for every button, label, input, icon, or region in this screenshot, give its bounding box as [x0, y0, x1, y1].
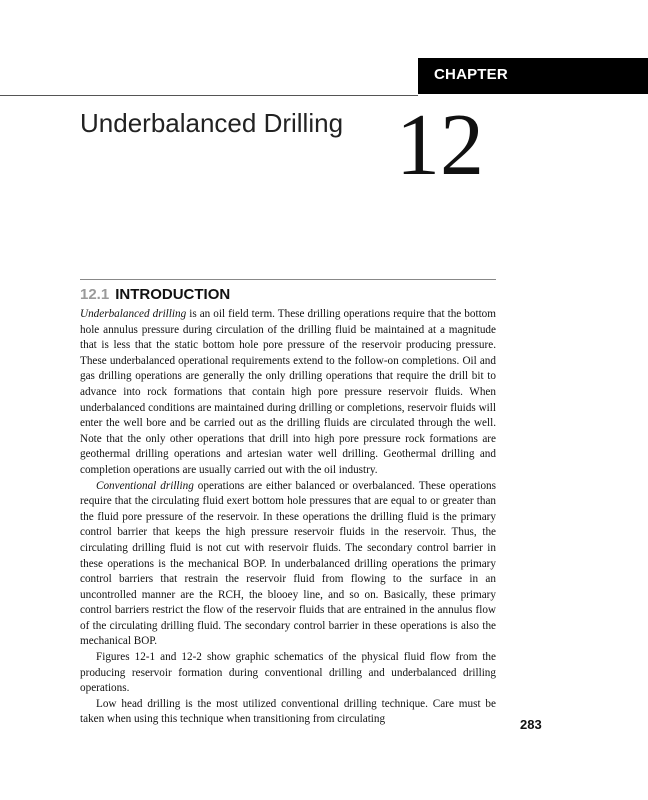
- chapter-label: CHAPTER: [434, 66, 508, 83]
- section-heading: [80, 286, 230, 303]
- chapter-number: 12: [396, 97, 484, 194]
- header-rule: [0, 95, 418, 96]
- term-underbalanced-drilling: Underbalanced drilling: [80, 308, 187, 320]
- paragraph-4: Low head drilling is the most utilized conventional drilling technique. Care must be taken when using this technique when transitioning from circulating: [80, 697, 496, 726]
- section-title: INTRODUCTION: [115, 286, 231, 303]
- page-number: 283: [520, 717, 542, 732]
- term-conventional-drilling: Conventional drilling: [96, 479, 194, 492]
- paragraph-2: [80, 479, 496, 651]
- paragraph-1: [80, 307, 496, 479]
- section-number: 12.1: [80, 286, 110, 303]
- paragraph-2-text: operations are either balanced or overbalanced. These operations require that the circulating fluid exert bottom hole pressures that are equal to or greater than the fluid pore pressure of the reservoir. In these operations the drilling fluid is the primary control barrier that keeps the high pressure reservoir fluids in the reservoir. Thus, the circulating drilling fluid is not cut with reservoir fluids. The secondary control barrier in these operations is the mechanical BOP. In underbalanced drilling operations the primary control barriers that restrain the reservoir fluid from flowing to the surface in an uncontrolled manner are the RCH, the blooey line, and so on. Basically, these primary control barriers restrict the flow of the reservoir fluids that are entrained in the annulus flow of the circulating drilling fluid. The secondary control barrier in these operations is also the mechanical BOP.: [80, 479, 496, 648]
- paragraph-1-text: is an oil field term. These drilling operations require that the bottom hole annulus pressure during circulation of the drilling fluid be maintained at a magnitude that is less that the static bottom hole pore pressure of the reservoir producing pressure. These underbalanced operational requirements extend to the follow-on completions. Oil and gas drilling operations are generally the only drilling operations that require the drill bit to advance into rock formations that contain high pore pressure reservoir fluids. When underbalanced conditions are maintained during drilling or completions, reservoir fluids will enter the well bore and be carried out as the drilling fluids are circulated through the well. Note that the only other operations that drill into high pore pressure rock formations are geothermal drilling operations and artesian water well drilling. Geothermal drilling and completion operations are usually carried out with the oil industry.: [80, 308, 496, 476]
- body-text: [80, 307, 496, 728]
- paragraph-3: Figures 12-1 and 12-2 show graphic schematics of the physical fluid flow from the producing reservoir formation during conventional drilling and underbalanced drilling operations.: [80, 651, 496, 695]
- section-rule: [80, 279, 496, 280]
- chapter-title: Underbalanced Drilling: [80, 108, 344, 138]
